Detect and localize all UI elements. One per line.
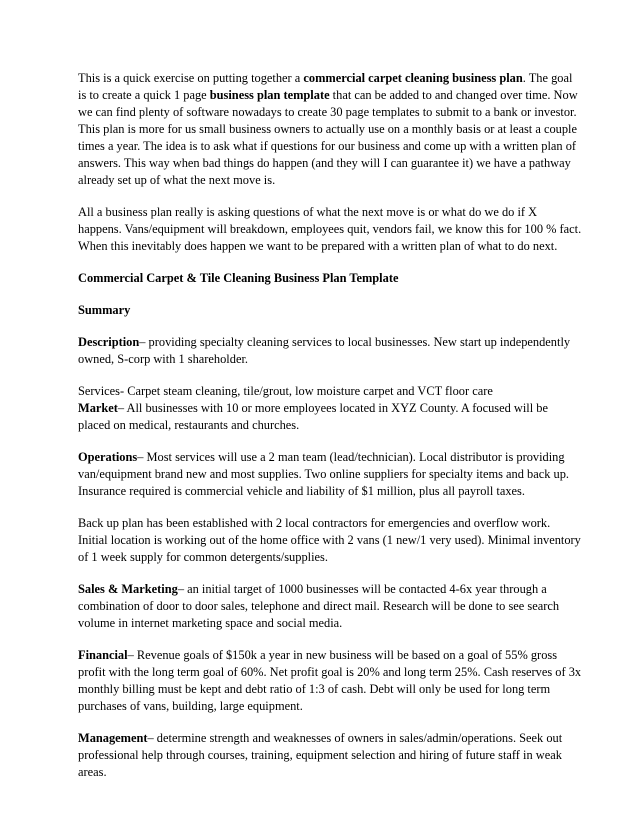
market-label: Market xyxy=(78,401,118,415)
document-title: Commercial Carpet & Tile Cleaning Business Plan Template xyxy=(78,271,399,285)
operations-text: – Most services will use a 2 man team (lead/technician). Local distributor is providing van/equipment brand new and most supplies. Two online suppliers for specialty items and back up. Insurance required is commercial vehicle and liability of $1 million, plus all payroll taxes. xyxy=(78,450,569,498)
intro-bold-phrase-2: business plan template xyxy=(209,88,330,102)
intro-paragraph-2: All a business plan really is asking questions of what the next move is or what do we do if X happens. Vans/equipment will breakdown, employees quit, vendors fail, we know this for 100 % fact. When this inevitably does happen we want to be prepared with a written plan of what to do next. xyxy=(78,205,582,253)
sales-marketing-paragraph xyxy=(78,581,582,632)
market-text: – All businesses with 10 or more employees located in XYZ County. A focused will be placed on medical, restaurants and churches. xyxy=(78,401,548,432)
services-line: Services- Carpet steam cleaning, tile/grout, low moisture carpet and VCT floor care xyxy=(78,384,493,398)
sales-marketing-text: – an initial target of 1000 businesses will be contacted 4-6x year through a combination of door to door sales, telephone and direct mail. Research will be done to see search volume in internet marketing space and social media. xyxy=(78,582,560,630)
sales-marketing-label: Sales & Marketing xyxy=(78,582,178,596)
description-text: – providing specialty cleaning services to local businesses. New start up independently owned, S-corp with 1 shareholder. xyxy=(78,335,571,366)
financial-text: – Revenue goals of $150k a year in new business will be based on a goal of 55% gross profit with the long term goal of 60%. Net profit goal is 20% and long term 25%. Cash reserves of 3x monthly billing must be kept and debt ratio of 1:3 of cash. Debt will only be used for long term purchases of vans, building, large equipment. xyxy=(78,648,582,713)
operations-label: Operations xyxy=(78,450,138,464)
financial-label: Financial xyxy=(78,648,128,662)
intro-bold-phrase-1: commercial carpet cleaning business plan xyxy=(303,71,523,85)
intro-text-end: that can be added to and changed over time. Now we can find plenty of software nowadays to create 30 page templates to submit to a bank or investor. This plan is more for us small business owners to actually use on a monthly basis or at least a couple times a year. The idea is to ask what if questions for our business and come up with a written plan of answers. This way when bad things do happen (and they will I can guarantee it) we have a pathway already set up of what the next move is. xyxy=(78,88,578,187)
financial-paragraph xyxy=(78,647,582,715)
operations-paragraph xyxy=(78,449,582,500)
backup-plan-paragraph: Back up plan has been established with 2 local contractors for emergencies and overflow work. Initial location is working out of the home office with 2 vans (1 new/1 very used). Minimal inventory of 1 week supply for common detergents/supplies. xyxy=(78,516,581,564)
intro-paragraph-1 xyxy=(78,70,582,189)
description-label: Description xyxy=(78,335,140,349)
market-paragraph xyxy=(78,400,582,434)
description-paragraph xyxy=(78,334,582,368)
intro-text-start: This is a quick exercise on putting together a xyxy=(78,71,304,85)
intro-text-middle: . The goal is to create a quick 1 page xyxy=(78,71,573,102)
management-label: Management xyxy=(78,731,148,745)
management-text: – determine strength and weaknesses of owners in sales/admin/operations. Seek out professional help through courses, training, equipment selection and hiring of future staff in weak areas. xyxy=(78,731,563,779)
summary-heading: Summary xyxy=(78,303,131,317)
management-paragraph xyxy=(78,730,582,781)
